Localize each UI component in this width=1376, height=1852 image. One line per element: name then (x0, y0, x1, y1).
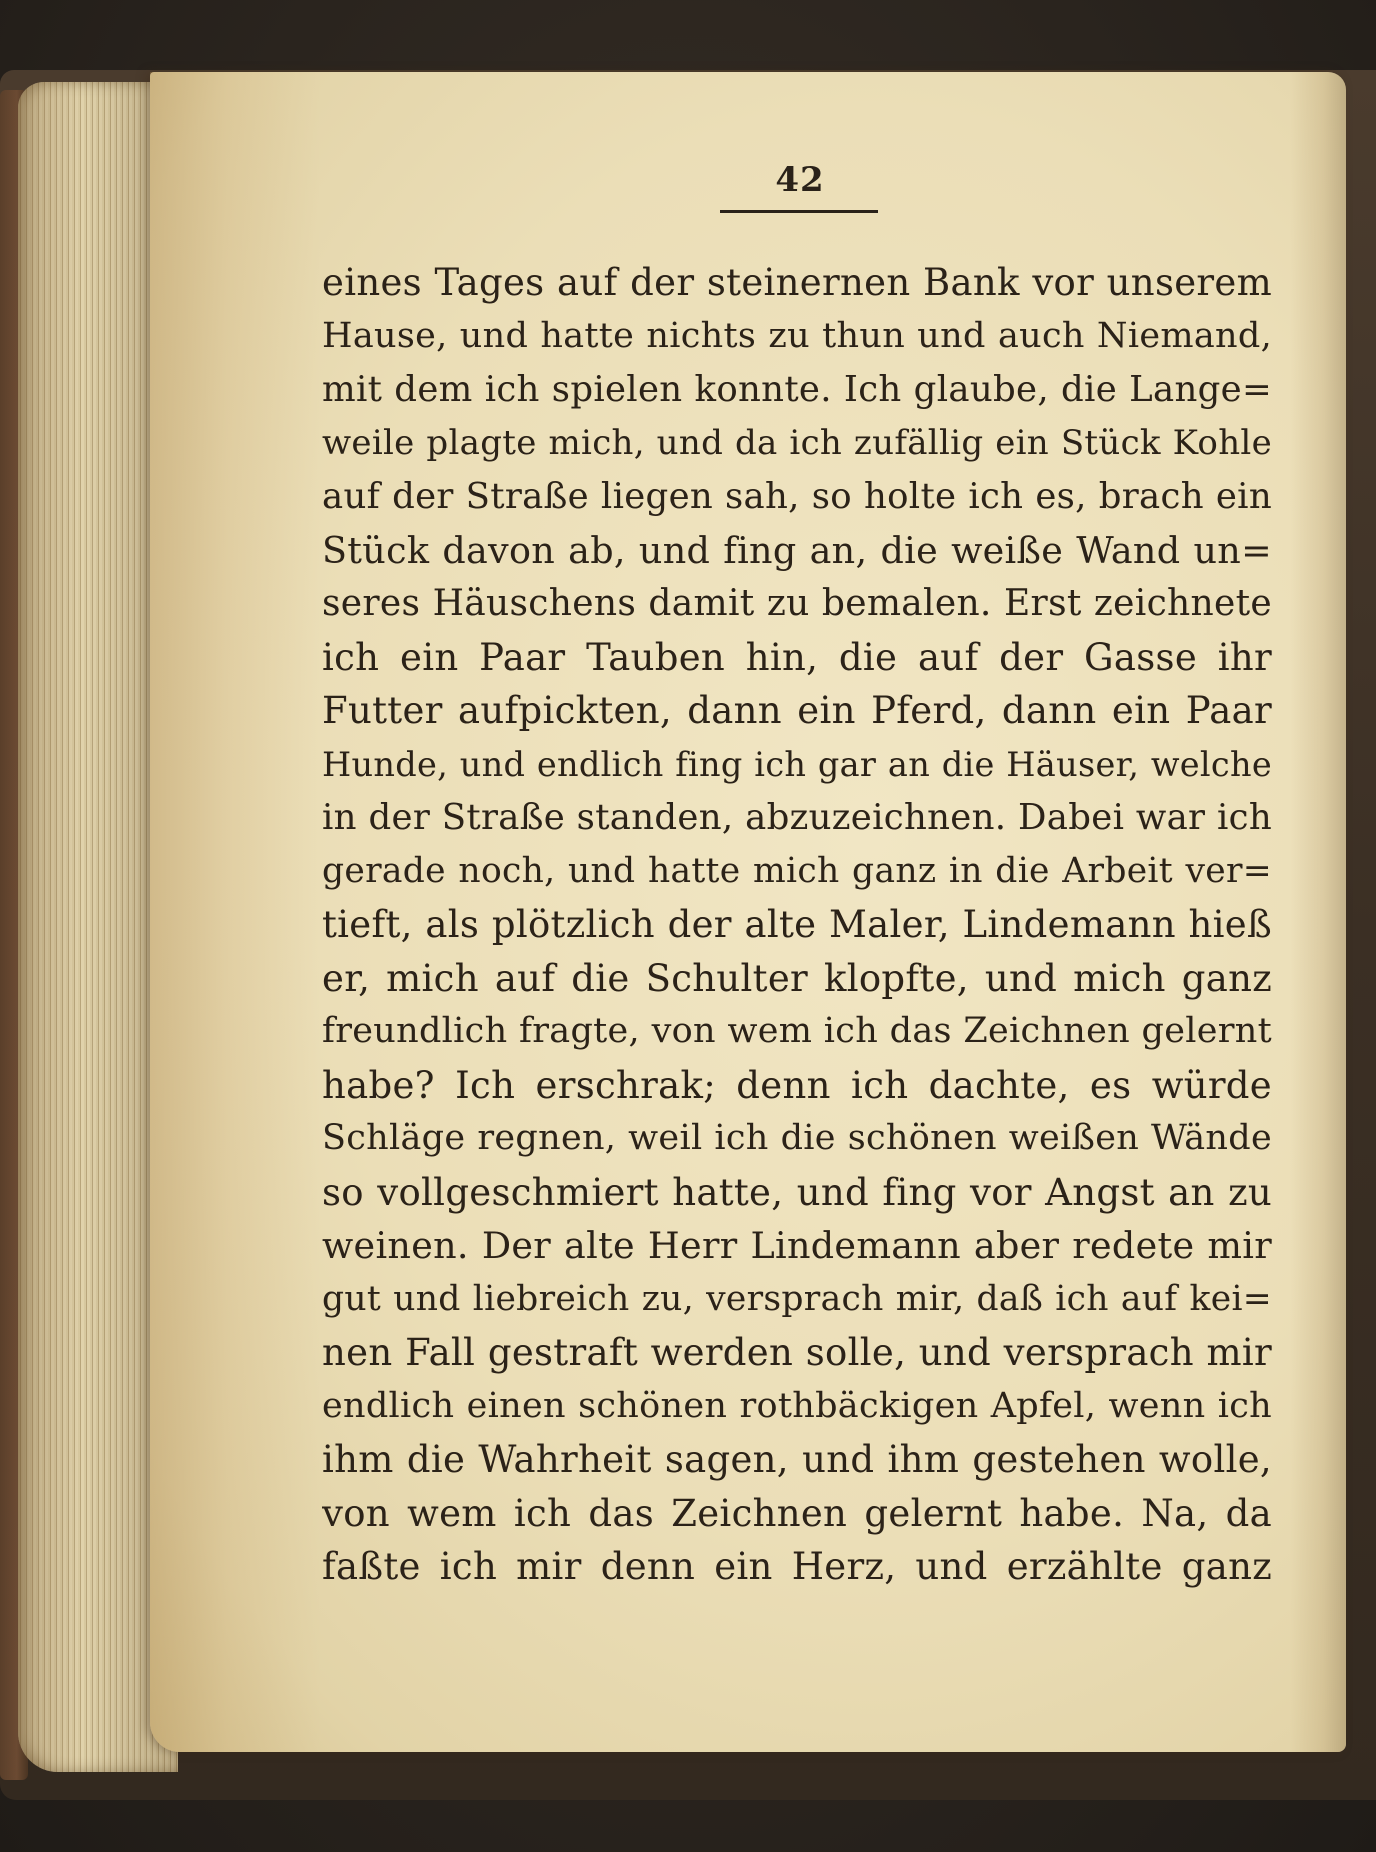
text-line: gut und liebreich zu, versprach mir, daß ich auf kei= (322, 1278, 1272, 1319)
text-line: seres Häuschens damit zu bemalen. Erst zeichnete (322, 583, 1272, 624)
text-line: weile plagte mich, und da ich zufällig ein Stück Kohle (322, 422, 1272, 463)
text-line: so vollgeschmiert hatte, und fing vor Angst an zu (322, 1170, 1272, 1214)
text-line: er, mich auf die Schulter klopfte, und mich ganz (322, 956, 1272, 1000)
text-line: von wem ich das Zeichnen gelernt habe. Na, da (322, 1491, 1272, 1535)
body-text (322, 256, 1272, 1594)
page-number: 42 (775, 160, 825, 200)
text-line: Futter aufpickten, dann ein Pferd, dann ein Paar (322, 689, 1272, 732)
text-line: endlich einen schönen rothbäckigen Apfel, wenn ich (322, 1385, 1272, 1426)
text-line: in der Straße standen, abzuzeichnen. Dabei war ich (322, 797, 1272, 838)
text-line: Hunde, und endlich fing ich gar an die Häuser, welche (322, 744, 1272, 784)
page-stain (150, 72, 320, 1752)
text-line: eines Tages auf der steinernen Bank vor unserem (322, 261, 1272, 304)
page-number-rule (720, 210, 878, 213)
text-line: Hause, und hatte nichts zu thun und auch Niemand, (322, 315, 1272, 356)
text-line: ich ein Paar Tauben hin, die auf der Gasse ihr (322, 635, 1272, 679)
text-line: habe? Ich erschrak; denn ich dachte, es würde (322, 1063, 1272, 1107)
page-edge-wear (1290, 72, 1346, 1752)
text-line: Schläge regnen, weil ich die schönen weißen Wände (322, 1118, 1272, 1158)
text-line: weinen. Der alte Herr Lindemann aber redete mir (322, 1224, 1272, 1267)
text-line: auf der Straße liegen sah, so holte ich es, brach ein (322, 476, 1272, 517)
text-line: ihm die Wahrheit sagen, und ihm gestehen wolle, (322, 1438, 1272, 1481)
text-line: Stück davon ab, und fing an, die weiße Wand un= (322, 528, 1272, 572)
text-line: tieft, als plötzlich der alte Maler, Lindemann hieß (322, 903, 1272, 946)
text-line: nen Fall gestraft werden solle, und versprach mir (322, 1331, 1272, 1374)
text-line: freundlich fragte, von wem ich das Zeichnen gelernt (322, 1011, 1272, 1051)
text-line: faßte ich mir denn ein Herz, und erzählte ganz (322, 1545, 1272, 1588)
text-line: mit dem ich spielen konnte. Ich glaube, die Lange= (322, 369, 1272, 410)
text-line: gerade noch, und hatte mich ganz in die Arbeit ver= (322, 850, 1272, 891)
